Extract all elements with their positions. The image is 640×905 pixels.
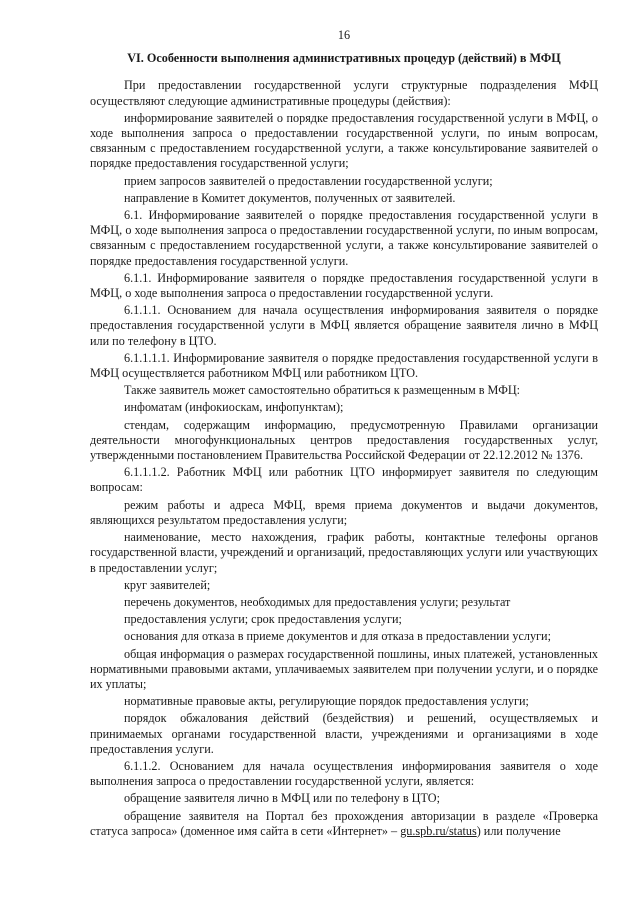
paragraph-6-1-1-1-1: 6.1.1.1.1. Информирование заявителя о порядке предоставления государственной услуги в МФЦ осуществляется работником МФЦ или работником ЦТО. <box>90 350 598 381</box>
section-heading: VI. Особенности выполнения административных процедур (действий) в МФЦ <box>127 51 561 66</box>
paragraph-6-1-1-1-2: 6.1.1.1.2. Работник МФЦ или работник ЦТО информирует заявителя по следующим вопросам: <box>90 465 598 495</box>
paragraph: прием запросов заявителей о предоставлении государственной услуги; <box>124 173 493 188</box>
paragraph: нормативные правовые акты, регулирующие порядок предоставления услуги; <box>124 694 529 709</box>
paragraph-last <box>90 809 598 839</box>
paragraph-6-1-1-2: 6.1.1.2. Основанием для начала осуществления информирования заявителя о ходе выполнения запроса о предоставлении государственной услуги, является: <box>90 758 598 789</box>
paragraph: перечень документов, необходимых для предоставления услуги; результат <box>124 594 511 609</box>
paragraph: порядок обжалования действий (бездействия) и решений, осуществляемых и принимаемых органами государственной власти, учреждениями и организациями в ходе предоставления услуги. <box>90 711 598 756</box>
paragraph: инфоматам (инфокиоскам, инфопунктам); <box>124 400 344 415</box>
page-number: 16 <box>337 28 351 42</box>
paragraph: режим работы и адреса МФЦ, время приема документов и выдачи документов, являющихся результатом предоставления услуги; <box>90 497 598 527</box>
paragraph: круг заявителей; <box>124 577 211 592</box>
document-page <box>90 28 598 841</box>
paragraph-intro: При предоставлении государственной услуги структурные подразделения МФЦ осуществляют следующие административные процедуры (действия): <box>90 78 598 108</box>
paragraph: Также заявитель может самостоятельно обратиться к размещенным в МФЦ: <box>124 383 521 398</box>
paragraph-text: ) или получение <box>476 823 561 838</box>
paragraph: предоставления услуги; срок предоставления услуги; <box>124 612 402 627</box>
paragraph-text: обращение заявителя на Портал без прохождения авторизации в разделе «Проверка статуса запроса» (доменное имя сайта в сети «Интернет» – <box>90 808 598 838</box>
paragraph-6-1: 6.1. Информирование заявителей о порядке предоставления государственной услуги в МФЦ, о ходе выполнения запроса о предоставлении государственной услуги, по иным вопросам, связанным с предоставлением государственной услуги, а также консультирование заявителей о порядке предоставления государственной услуги. <box>90 208 598 268</box>
paragraph: направление в Комитет документов, полученных от заявителей. <box>124 190 456 205</box>
paragraph: информирование заявителей о порядке предоставления государственной услуги в МФЦ, о ходе выполнения запроса о предоставлении государственной услуги, по иным вопросам, связанным с предоставлением государственной услуги, а также консультирование заявителей о порядке предоставления государственной услуги; <box>90 110 598 171</box>
paragraph: обращение заявителя лично в МФЦ или по телефону в ЦТО; <box>124 791 440 806</box>
paragraph-6-1-1-1: 6.1.1.1. Основанием для начала осуществления информирования заявителя о порядке предоставления государственной услуги в МФЦ является обращение заявителя лично в МФЦ или по телефону в ЦТО. <box>90 303 598 348</box>
status-link[interactable]: gu.spb.ru/status <box>400 823 477 838</box>
paragraph-6-1-1: 6.1.1. Информирование заявителя о порядке предоставления государственной услуги в МФЦ, о ходе выполнения запроса о предоставлении государственной услуги. <box>90 270 598 301</box>
paragraph: общая информация о размерах государственной пошлины, иных платежей, установленных нормативными правовыми актами, уплачиваемых заявителем при получении услуги, и о порядке их уплаты; <box>90 646 598 691</box>
paragraph: основания для отказа в приеме документов и для отказа в предоставлении услуги; <box>124 629 551 644</box>
paragraph: стендам, содержащим информацию, предусмотренную Правилами организации деятельности многофункциональных центров предоставления государственных услуг, утвержденными постановлением Правительства Российской Федерации от 22.12.2012 № 1376. <box>90 417 598 463</box>
paragraph: наименование, место нахождения, график работы, контактные телефоны органов государственной власти, учреждений и организаций, предоставляющих услуги или участвующих в предоставлении услуг; <box>90 530 598 575</box>
